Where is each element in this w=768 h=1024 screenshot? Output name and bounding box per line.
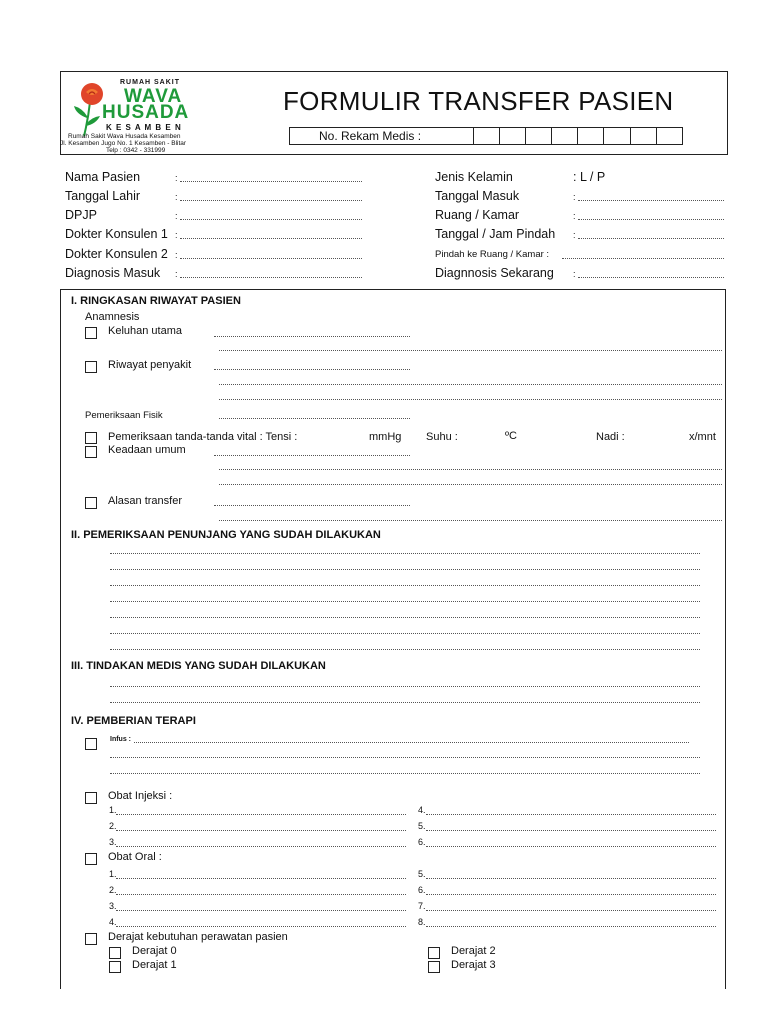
injeksi-field[interactable] (426, 830, 716, 831)
ruang-kamar-field[interactable] (578, 219, 724, 220)
rm-cell-divider (630, 127, 631, 145)
nadi-label: Nadi : (596, 431, 625, 443)
tanggal-jam-pindah-label: Tanggal / Jam Pindah (435, 227, 556, 241)
injeksi-num: 5. (418, 821, 426, 831)
injeksi-num: 4. (418, 805, 426, 815)
keluhan-checkbox[interactable] (85, 327, 97, 339)
injeksi-field[interactable] (426, 814, 716, 815)
oral-num: 2. (109, 885, 117, 895)
oral-num: 8. (418, 917, 426, 927)
derajat-2-checkbox[interactable] (428, 947, 440, 959)
infus-label: Infus : (110, 736, 131, 743)
pindah-ruang-field[interactable] (562, 258, 724, 259)
riwayat-line[interactable] (219, 399, 722, 400)
oral-num: 6. (418, 885, 426, 895)
penunjang-line[interactable] (110, 585, 700, 586)
penunjang-line[interactable] (110, 633, 700, 634)
derajat-label: Derajat kebutuhan perawatan pasien (108, 931, 288, 943)
oral-field[interactable] (116, 878, 406, 879)
rm-cell-divider (525, 127, 526, 145)
penunjang-line[interactable] (110, 617, 700, 618)
rm-cell-divider (577, 127, 578, 145)
keluhan-label: Keluhan utama (108, 325, 182, 337)
derajat-3-checkbox[interactable] (428, 961, 440, 973)
tanggal-lahir-label: Tanggal Lahir (65, 189, 141, 203)
colon: : (175, 250, 178, 260)
rekam-medis-label: No. Rekam Medis : (319, 129, 422, 143)
riwayat-line[interactable] (219, 384, 722, 385)
oral-num: 4. (109, 917, 117, 927)
logo-address-1: Rumah Sakit Wava Husada Kesamben (68, 133, 181, 140)
logo-wava: WAVA (124, 86, 183, 107)
logo-husada: HUSADA (102, 102, 190, 123)
section-1-title: I. RINGKASAN RIWAYAT PASIEN (71, 295, 241, 307)
tanggal-lahir-field[interactable] (180, 200, 362, 201)
dokter-konsulen-1-field[interactable] (180, 238, 362, 239)
riwayat-label: Riwayat penyakit (108, 359, 192, 371)
keadaan-line[interactable] (219, 484, 722, 485)
dokter-konsulen-1-label: Dokter Konsulen 1 (65, 227, 168, 241)
section-3-title: III. TINDAKAN MEDIS YANG SUDAH DILAKUKAN (71, 660, 326, 672)
suhu-label: Suhu : (426, 431, 458, 443)
derajat-1-checkbox[interactable] (109, 961, 121, 973)
obat-oral-label: Obat Oral : (108, 851, 162, 863)
jenis-kelamin-label: Jenis Kelamin (435, 170, 513, 184)
oral-field[interactable] (426, 894, 716, 895)
anamnesis-label: Anamnesis (85, 311, 140, 323)
rm-cell-divider (603, 127, 604, 145)
alasan-checkbox[interactable] (85, 497, 97, 509)
tindakan-line[interactable] (110, 702, 700, 703)
celsius-unit: ºC (505, 430, 517, 442)
tanggal-jam-pindah-field[interactable] (578, 238, 724, 239)
keluhan-field[interactable] (214, 336, 410, 337)
colon: : (175, 230, 178, 240)
injeksi-field[interactable] (426, 846, 716, 847)
colon: : (573, 211, 576, 221)
rm-cell-divider (551, 127, 552, 145)
derajat-1-label: Derajat 1 (132, 959, 177, 971)
section-2-title: II. PEMERIKSAAN PENUNJANG YANG SUDAH DILAKUKAN (71, 529, 381, 541)
page-title: FORMULIR TRANSFER PASIEN (283, 86, 674, 116)
vital-checkbox[interactable] (85, 432, 97, 444)
form-body-frame (60, 289, 726, 989)
injeksi-field[interactable] (116, 846, 406, 847)
dpjp-label: DPJP (65, 208, 97, 222)
rm-cell-divider (656, 127, 657, 145)
derajat-checkbox[interactable] (85, 933, 97, 945)
injeksi-num: 3. (109, 837, 117, 847)
logo-phone: Telp : 0342 - 331999 (106, 147, 166, 154)
keluhan-line[interactable] (219, 350, 722, 351)
oral-num: 5. (418, 869, 426, 879)
infus-line[interactable] (110, 757, 700, 758)
tanggal-masuk-field[interactable] (578, 200, 724, 201)
injeksi-num: 1. (109, 805, 117, 815)
injeksi-num: 2. (109, 821, 117, 831)
section-4-title: IV. PEMBERIAN TERAPI (71, 715, 196, 727)
jenis-kelamin-value[interactable]: : L / P (573, 170, 606, 184)
penunjang-line[interactable] (110, 649, 700, 650)
oral-field[interactable] (116, 894, 406, 895)
oral-field[interactable] (426, 878, 716, 879)
keadaan-label: Keadaan umum (108, 444, 186, 456)
penunjang-line[interactable] (110, 553, 700, 554)
rm-cell-divider (473, 127, 474, 145)
colon: : (573, 269, 576, 279)
dpjp-field[interactable] (180, 219, 362, 220)
diagnosis-sekarang-field[interactable] (578, 277, 724, 278)
oral-field[interactable] (116, 926, 406, 927)
alasan-field[interactable] (214, 505, 410, 506)
riwayat-field[interactable] (214, 369, 410, 370)
dokter-konsulen-2-label: Dokter Konsulen 2 (65, 247, 168, 261)
oral-field[interactable] (426, 926, 716, 927)
injeksi-field[interactable] (116, 814, 406, 815)
hospital-logo (62, 74, 232, 154)
keadaan-line[interactable] (219, 469, 722, 470)
obat-oral-checkbox[interactable] (85, 853, 97, 865)
pemeriksaan-fisik-field[interactable] (219, 418, 410, 419)
pemeriksaan-fisik-label: Pemeriksaan Fisik (85, 410, 163, 421)
infus-field[interactable] (134, 742, 689, 743)
colon: : (175, 269, 178, 279)
tindakan-line[interactable] (110, 686, 700, 687)
injeksi-num: 6. (418, 837, 426, 847)
tanggal-masuk-label: Tanggal Masuk (435, 189, 520, 203)
riwayat-checkbox[interactable] (85, 361, 97, 373)
derajat-2-label: Derajat 2 (451, 945, 496, 957)
colon: : (175, 211, 178, 221)
diagnosis-masuk-label: Diagnosis Masuk (65, 266, 161, 280)
nama-pasien-field[interactable] (180, 181, 362, 182)
diagnosis-sekarang-label: Diagnnosis Sekarang (435, 266, 554, 280)
colon: : (175, 192, 178, 202)
penunjang-line[interactable] (110, 569, 700, 570)
dokter-konsulen-2-field[interactable] (180, 258, 362, 259)
colon: : (175, 173, 178, 183)
rm-cell-divider (499, 127, 500, 145)
infus-line[interactable] (110, 773, 700, 774)
logo-top-text: RUMAH SAKIT (120, 79, 180, 86)
oral-field[interactable] (426, 910, 716, 911)
derajat-3-label: Derajat 3 (451, 959, 496, 971)
oral-num: 3. (109, 901, 117, 911)
colon: : (573, 192, 576, 202)
ruang-kamar-label: Ruang / Kamar (435, 208, 520, 222)
obat-injeksi-checkbox[interactable] (85, 792, 97, 804)
injeksi-field[interactable] (116, 830, 406, 831)
logo-address-2: Jl. Kesamben Jugo No. 1 Kesamben - Blitar (60, 140, 187, 147)
keadaan-checkbox[interactable] (85, 446, 97, 458)
pindah-ruang-label: Pindah ke Ruang / Kamar : (435, 249, 550, 260)
oral-num: 1. (109, 869, 117, 879)
xmnt-unit: x/mnt (689, 431, 716, 443)
nama-pasien-label: Nama Pasien (65, 170, 141, 184)
infus-checkbox[interactable] (85, 738, 97, 750)
obat-injeksi-label: Obat Injeksi : (108, 790, 173, 802)
penunjang-line[interactable] (110, 601, 700, 602)
alasan-label: Alasan transfer (108, 495, 182, 507)
oral-field[interactable] (116, 910, 406, 911)
keadaan-field[interactable] (214, 455, 410, 456)
derajat-0-label: Derajat 0 (132, 945, 177, 957)
oral-num: 7. (418, 901, 426, 911)
mmhg-unit: mmHg (369, 431, 402, 443)
logo-kesamben: K E S A M B E N (106, 123, 182, 132)
alasan-line[interactable] (219, 520, 722, 521)
diagnosis-masuk-field[interactable] (180, 277, 362, 278)
colon: : (573, 230, 576, 240)
derajat-0-checkbox[interactable] (109, 947, 121, 959)
vital-label: Pemeriksaan tanda-tanda vital : Tensi : (108, 431, 298, 443)
